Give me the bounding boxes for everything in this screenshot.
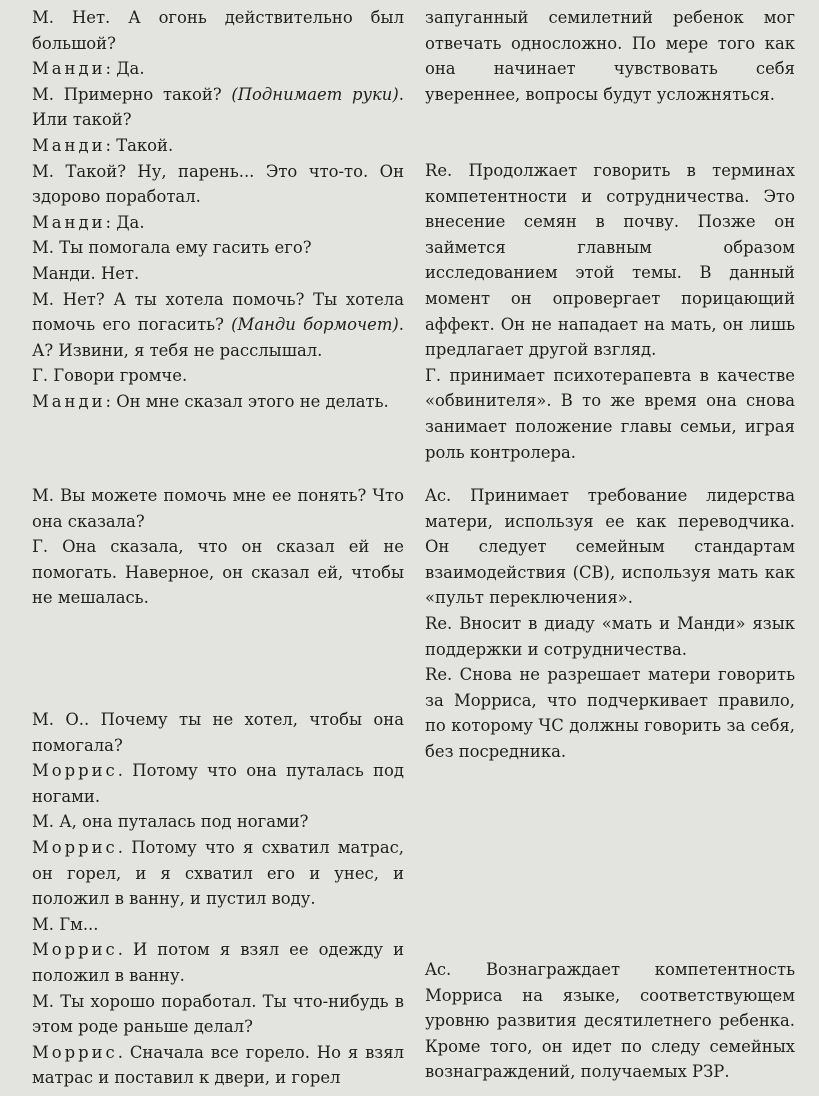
line-text: . Сначала все горело. Но я взял матрас и поставил к двери, и горел <box>32 1042 404 1088</box>
line-text: Такой? Ну, парень... Это что-то. Он здорово поработал. <box>32 161 405 207</box>
commentary-line <box>425 662 795 764</box>
commentary-line <box>425 957 795 1085</box>
line-text: : Он мне сказал этого не делать. <box>105 391 389 411</box>
dialogue-line <box>32 989 404 1040</box>
speaker-label: М. <box>32 991 54 1011</box>
speaker-label: Моррис <box>32 1042 118 1062</box>
dialogue-line <box>32 363 404 389</box>
dialogue-line <box>32 809 404 835</box>
commentary-block-1 <box>425 5 795 107</box>
line-text: Продолжает говорить в терминах компетентности и сотрудничества. Это внесение семян в почву. Позже он займется главным образом исследованием этой темы. В данный момент он опровергает порицающий аффект. Он не нападает на мать, он лишь предлагает другой взгляд. <box>425 161 795 360</box>
line-text: Принимает требование лидерства матери, используя ее как переводчика. Он следует семейным стандартам взаимодействия (СВ), используя мать как «пульт переключения». <box>425 486 795 608</box>
speaker-label: М. <box>32 238 54 258</box>
line-text: Вы можете помочь мне ее понять? Что она сказала? <box>32 486 404 531</box>
dialogue-line <box>32 287 404 364</box>
line-text: Вносит в диаду «мать и Манди» язык поддержки и сотрудничества. <box>425 613 795 659</box>
commentary-line <box>425 158 795 363</box>
dialogue-block-2 <box>32 483 404 611</box>
dialogue-line <box>32 56 404 82</box>
commentary-block-2 <box>425 158 795 465</box>
line-text: . И потом я взял ее одежду и положил в ванну. <box>32 940 404 985</box>
dialogue-line <box>32 758 404 809</box>
speaker-label: М. <box>32 289 54 309</box>
dialogue-line <box>32 210 404 236</box>
speaker-label: М. <box>32 161 54 181</box>
speaker-label: Моррис <box>32 837 118 857</box>
stage-direction: (Манди бормочет) <box>231 315 399 335</box>
line-text: Снова не разрешает матери говорить за Морриса, что подчеркивает правило, по которому ЧС должны говорить за себя, без посредника. <box>425 665 795 761</box>
commentary-block-3 <box>425 483 795 765</box>
commentary-block-4 <box>425 957 795 1085</box>
line-text-after: . Или такой? <box>32 84 404 130</box>
line-text: Нет. А огонь действительно был большой? <box>32 8 404 53</box>
line-text: А, она путалась под ногами? <box>59 812 309 832</box>
line-text: Примерно такой? <box>63 84 222 104</box>
speaker-label: М. <box>32 84 54 104</box>
line-text: Ты хорошо поработал. Ты что-нибудь в этом роде раньше делал? <box>32 991 404 1037</box>
line-text: : Такой. <box>105 135 174 155</box>
dialogue-line <box>32 82 404 133</box>
speaker-label: М. <box>32 8 54 27</box>
speaker-label: М. О.. <box>32 710 90 729</box>
speaker-label: Моррис <box>32 940 118 960</box>
dialogue-line <box>32 937 404 988</box>
dialogue-line <box>32 483 404 534</box>
line-text: . Потому что я схватил матрас, он горел, и я схватил его и унес, и положил в ванну, и пустил воду. <box>32 837 404 909</box>
line-text: принимает психотерапевта в качестве «обвинителя». В то же время она снова занимает положение главы семьи, играя роль контролера. <box>425 365 795 462</box>
speaker-label: Манди <box>32 391 106 411</box>
speaker-label: Г. <box>425 365 442 385</box>
dialogue-block-1 <box>32 5 404 415</box>
dialogue-line <box>32 133 404 159</box>
speaker-label: Re. <box>425 613 453 633</box>
stage-direction: (Поднимает руки) <box>231 84 399 104</box>
speaker-label: Манди <box>32 59 106 79</box>
line-text-after: . А? Извини, я тебя не расслышал. <box>32 315 404 360</box>
line-text: Почему ты не хотел, чтобы она помогала? <box>32 710 404 755</box>
speaker-label: М. <box>32 486 54 505</box>
dialogue-line <box>32 389 404 415</box>
line-text: запуганный семилетний ребенок мог отвечать односложно. По мере того как она начинает чувствовать себя увереннее, вопросы будут усложняться. <box>425 8 795 104</box>
speaker-label: Re. <box>425 161 453 180</box>
dialogue-line <box>32 159 404 210</box>
line-text: : Да. <box>105 212 145 232</box>
line-text: . Потому что она путалась под ногами. <box>32 761 404 806</box>
line-text: Ты помогала ему гасить его? <box>59 238 312 258</box>
line-text: Она сказала, что он сказал ей не помогать. Наверное, он сказал ей, чтобы не мешалась. <box>32 537 404 608</box>
commentary-line <box>425 611 795 662</box>
speaker-label: Манди <box>32 212 106 232</box>
dialogue-line <box>32 707 404 758</box>
line-text: Говори громче. <box>53 366 188 386</box>
speaker-label: Г. <box>32 537 49 557</box>
dialogue-line <box>32 534 404 611</box>
speaker-label: Манди <box>32 135 106 155</box>
dialogue-line <box>32 5 404 56</box>
speaker-label: Ac. <box>425 960 452 979</box>
line-text: Нет? А ты хотела помочь? Ты хотела помочь его погасить? <box>32 289 404 335</box>
speaker-label: Манди. <box>32 263 96 283</box>
commentary-line <box>425 363 795 465</box>
dialogue-line <box>32 912 404 938</box>
dialogue-line <box>32 261 404 287</box>
dialogue-block-3 <box>32 707 404 1091</box>
speaker-label: Ac. <box>425 486 452 505</box>
commentary-line <box>425 483 795 611</box>
line-text: Гм... <box>59 914 99 934</box>
dialogue-line <box>32 235 404 261</box>
line-text: Вознаграждает компетентность Морриса на языке, соответствующем уровню развития десятилетнего ребенка. Кроме того, он идет по следу семейных вознаграждений, получаемых РЗР. <box>425 960 795 1082</box>
line-text: Нет. <box>100 263 140 283</box>
dialogue-line <box>32 1040 404 1091</box>
speaker-label: М. <box>32 812 54 832</box>
speaker-label: Моррис <box>32 761 118 781</box>
speaker-label: Re. <box>425 665 453 685</box>
speaker-label: М. <box>32 914 54 934</box>
dialogue-line <box>32 835 404 912</box>
commentary-line <box>425 5 795 107</box>
line-text: : Да. <box>105 59 145 79</box>
speaker-label: Г. <box>32 366 49 386</box>
